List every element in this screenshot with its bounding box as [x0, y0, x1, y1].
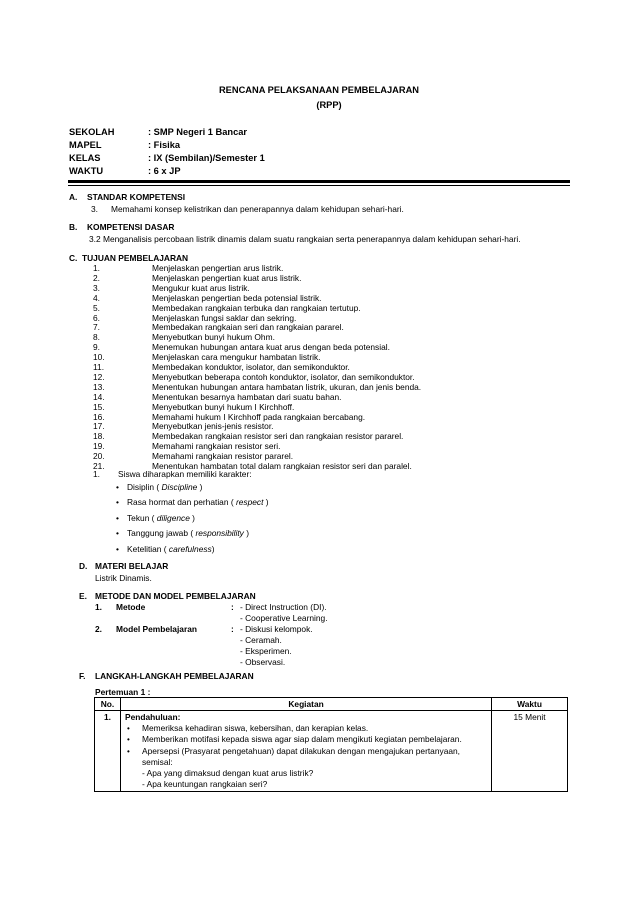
header-rule-thin — [68, 185, 570, 186]
goal-number: 6. — [93, 312, 100, 323]
info-value-waktu: : 6 x JP — [148, 166, 181, 176]
row-waktu: 15 Menit — [492, 711, 568, 792]
section-e-letter: E. — [79, 591, 87, 601]
section-a-letter: A. — [69, 192, 78, 202]
karakter-close: ) — [189, 512, 195, 523]
info-label-kelas: KELAS — [69, 153, 101, 163]
section-b-heading: KOMPETENSI DASAR — [87, 222, 175, 232]
goal-number: 19. — [93, 441, 105, 452]
karakter-item — [127, 498, 269, 506]
karakter-english: diligence — [156, 512, 190, 523]
model-label: Model Pembelajaran — [116, 624, 197, 634]
goal-text: Membedakan konduktor, isolator, dan semikonduktor. — [152, 362, 350, 372]
karakter-english: carefulness — [168, 543, 212, 554]
goal-number: 17. — [93, 421, 105, 432]
method-value-1: - Direct Instruction (DI). — [240, 602, 327, 612]
goal-number: 3. — [93, 282, 100, 293]
bullet-icon: • — [116, 482, 119, 492]
goal-text: Menyebutkan jenis-jenis resistor. — [152, 421, 274, 432]
info-label-mapel: MAPEL — [69, 140, 102, 150]
goal-number: 4. — [93, 292, 100, 303]
goal-number: 16. — [93, 411, 105, 422]
goal-number: 10. — [93, 352, 105, 363]
goal-number: 21. — [93, 461, 105, 471]
section-d-heading: MATERI BELAJAR — [95, 561, 169, 571]
goal-text: Menyebutkan bunyi hukum I Kirchhoff. — [152, 401, 295, 412]
activity-list — [125, 723, 487, 768]
karakter-english: responsibility — [195, 528, 244, 539]
table-row — [95, 711, 568, 792]
header-no: No. — [95, 698, 121, 711]
goal-number: 20. — [93, 451, 105, 462]
document-title: RENCANA PELAKSANAAN PEMBELAJARAN — [218, 85, 420, 95]
karakter-item — [127, 529, 249, 537]
goal-text: Membedakan rangkaian terbuka dan rangkaian tertutup. — [152, 302, 361, 313]
steps-table — [94, 697, 568, 792]
goal-text: Menentukan besarnya hambatan dari suatu bahan. — [152, 391, 342, 402]
goal-number: 2. — [93, 272, 100, 283]
header-rule-thick — [68, 180, 570, 183]
goal-number: 1. — [93, 263, 100, 273]
section-b-letter: B. — [69, 222, 78, 232]
section-d-text: Listrik Dinamis. — [95, 573, 152, 583]
section-c-letter: C. — [69, 253, 78, 263]
section-d-letter: D. — [79, 561, 88, 571]
info-value-sekolah: : SMP Negeri 1 Bancar — [148, 127, 248, 137]
karakter-label: Tanggung jawab ( — [127, 528, 196, 539]
karakter-label: Disiplin ( — [127, 482, 162, 492]
section-a-heading: STANDAR KOMPETENSI — [87, 192, 186, 202]
goal-text: Membedakan rangkaian resistor seri dan rangkaian resistor pararel. — [152, 431, 404, 442]
goal-number: 8. — [93, 332, 100, 343]
karakter-close: ) — [197, 482, 203, 492]
info-label-sekolah: SEKOLAH — [69, 127, 115, 137]
question-2: - Apa keuntungan rangkaian seri? — [141, 779, 268, 790]
row-kegiatan — [120, 711, 491, 792]
row-title: Pendahuluan: — [124, 712, 181, 722]
goal-text: Menyebutkan bunyi hukum Ohm. — [152, 332, 275, 343]
karakter-english: Discipline — [161, 482, 198, 492]
model-value-4: - Observasi. — [240, 657, 286, 667]
goal-number: 11. — [93, 362, 105, 372]
section-a-number: 3. — [91, 204, 98, 214]
karakter-label: Tekun ( — [127, 512, 157, 523]
section-b-text: 3.2 Menganalisis percobaan listrik dinamis dalam suatu rangkaian serta penerapannya dalam kehidupan sehari-hari. — [89, 234, 521, 244]
goal-text: Memahami rangkaian resistor pararel. — [152, 451, 294, 462]
goal-text: Menentukan hambatan total dalam rangkaian resistor seri dan paralel. — [152, 461, 412, 471]
goal-number: 7. — [93, 322, 100, 333]
bullet-icon: • — [116, 497, 119, 508]
model-value-3: - Eksperimen. — [240, 646, 292, 656]
goal-text: Memahami hukum I Kirchhoff pada rangkaian bercabang. — [152, 411, 366, 422]
goal-text: Menemukan hubungan antara kuat arus dengan beda potensial. — [152, 342, 390, 353]
meeting-label: Pertemuan 1 : — [95, 687, 151, 697]
goal-text: Memahami rangkaian resistor seri. — [152, 441, 281, 452]
karakter-item — [127, 545, 215, 553]
goal-text: Menjelaskan fungsi saklar dan sekring. — [152, 312, 297, 323]
model-value-1: - Diskusi kelompok. — [240, 624, 313, 634]
method-number: 1. — [95, 602, 102, 612]
model-number: 2. — [95, 624, 102, 634]
karakter-item — [127, 514, 195, 522]
goal-text: Menjelaskan pengertian arus listrik. — [152, 263, 284, 273]
section-f-heading: LANGKAH-LANGKAH PEMBELAJARAN — [95, 671, 254, 681]
karakter-english: respect — [235, 497, 264, 508]
karakter-close: ) — [243, 528, 249, 539]
goal-text: Menjelaskan pengertian kuat arus listrik. — [152, 272, 302, 283]
model-value-2: - Ceramah. — [240, 635, 282, 645]
method-value-2: - Cooperative Learning. — [240, 613, 328, 623]
model-colon: : — [231, 624, 234, 634]
bullet-icon: • — [116, 512, 119, 523]
karakter-intro: Siswa diharapkan memiliki karakter: — [118, 469, 252, 479]
goal-text: Menentukan hubungan antara hambatan listrik, ukuran, dan jenis benda. — [152, 381, 422, 392]
section-f-letter: F. — [79, 671, 86, 681]
karakter-close: ) — [211, 543, 215, 554]
karakter-number: 1. — [93, 469, 100, 479]
goal-number: 12. — [93, 371, 105, 382]
bullet-icon: • — [116, 543, 119, 554]
question-1: - Apa yang dimaksud dengan kuat arus listrik? — [141, 768, 314, 779]
document-subtitle: (RPP) — [316, 100, 342, 110]
goal-number: 14. — [93, 391, 105, 402]
karakter-close: ) — [263, 497, 269, 508]
goal-text: Menyebutkan beberapa contoh konduktor, isolator, dan semikonduktor. — [152, 371, 415, 382]
goal-number: 13. — [93, 381, 105, 392]
goal-text: Membedakan rangkaian seri dan rangkaian pararel. — [152, 322, 344, 333]
row-no: 1. — [95, 711, 121, 792]
list-item: • Memberikan motifasi kepada siswa agar siap dalam mengikuti kegiatan pembelajaran. — [125, 734, 487, 745]
list-item: • Memeriksa kehadiran siswa, kebersihan, dan kerapian kelas. — [125, 723, 487, 734]
karakter-label: Rasa hormat dan perhatian ( — [127, 497, 236, 508]
goal-number: 15. — [93, 401, 105, 412]
list-item: • Apersepsi (Prasyarat pengetahuan) dapat dilakukan dengan mengajukan pertanyaan, semisal: — [125, 746, 487, 768]
info-value-kelas: : IX (Sembilan)/Semester 1 — [148, 153, 265, 163]
goal-text: Menjelaskan cara mengukur hambatan listrik. — [152, 352, 321, 363]
section-a-text: Memahami konsep kelistrikan dan penerapannya dalam kehidupan sehari-hari. — [111, 204, 404, 214]
goal-text: Menjelaskan pengertian beda potensial listrik. — [152, 292, 322, 303]
header-kegiatan: Kegiatan — [120, 698, 491, 711]
goal-number: 9. — [93, 342, 100, 353]
info-label-waktu: WAKTU — [69, 166, 104, 176]
method-colon: : — [231, 602, 234, 612]
goal-number: 18. — [93, 431, 105, 442]
goal-text: Mengukur kuat arus listrik. — [152, 282, 250, 293]
karakter-label: Ketelitian ( — [127, 543, 169, 554]
info-value-mapel: : Fisika — [148, 140, 181, 150]
header-waktu: Waktu — [492, 698, 568, 711]
karakter-item — [127, 483, 202, 491]
section-e-heading: METODE DAN MODEL PEMBELAJARAN — [95, 591, 256, 601]
bullet-icon: • — [116, 528, 119, 539]
table-header-row — [95, 698, 568, 711]
goal-number: 5. — [93, 302, 100, 313]
method-label: Metode — [116, 602, 146, 612]
section-c-heading: TUJUAN PEMBELAJARAN — [82, 253, 189, 263]
